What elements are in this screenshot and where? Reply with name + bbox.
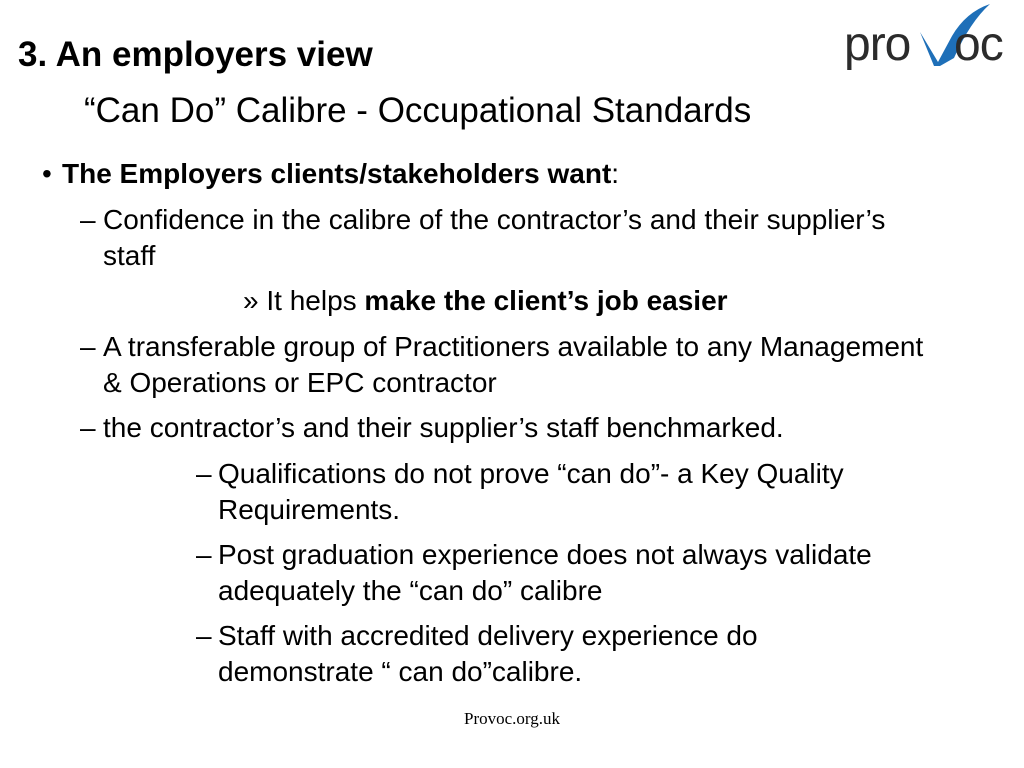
list-item: [80, 329, 930, 401]
note-bold-text: make the client’s job easier: [364, 285, 728, 316]
footer-url: Provoc.org.uk: [463, 709, 560, 728]
dash-marker: –: [80, 331, 96, 362]
svg-text:pro: pro: [844, 18, 911, 71]
bullet-suffix: :: [611, 158, 620, 189]
dash-marker: –: [196, 539, 212, 570]
note-marker: »: [243, 285, 259, 316]
list-item: [80, 410, 980, 446]
dash-marker: –: [80, 412, 96, 443]
sub-list-item: [196, 537, 916, 609]
sub-list-item-text: Post graduation experience does not always validate adequately the “can do” calibre: [218, 539, 872, 606]
list-item-text: the contractor’s and their supplier’s staff benchmarked.: [103, 412, 784, 443]
list-item-text: A transferable group of Practitioners available to any Management & Operations or EPC contractor: [103, 331, 924, 398]
slide-subtitle: “Can Do” Calibre - Occupational Standards: [84, 91, 752, 130]
bullet-marker: •: [42, 158, 52, 189]
list-item-text: Confidence in the calibre of the contractor’s and their supplier’s staff: [103, 204, 886, 271]
dash-marker: –: [80, 204, 96, 235]
sub-list-item-text: Qualifications do not prove “can do”- a Key Quality Requirements.: [218, 458, 844, 525]
provoc-logo-icon: [840, 0, 1010, 72]
dash-marker: –: [196, 458, 212, 489]
svg-text:oc: oc: [954, 18, 1003, 71]
bullet-employers-want: [42, 156, 619, 192]
dash-marker: –: [196, 620, 212, 651]
note-prefix: It helps: [266, 285, 365, 316]
sub-list-item-text: Staff with accredited delivery experience do demonstrate “ can do”calibre.: [218, 620, 758, 687]
list-item: [80, 202, 930, 274]
sub-list-item: [196, 456, 996, 528]
bullet-bold-text: The Employers clients/stakeholders want: [62, 158, 612, 189]
sub-list-item: [196, 618, 916, 690]
slide-title: 3. An employers view: [18, 35, 373, 74]
note-client-job-easier: [243, 283, 728, 319]
